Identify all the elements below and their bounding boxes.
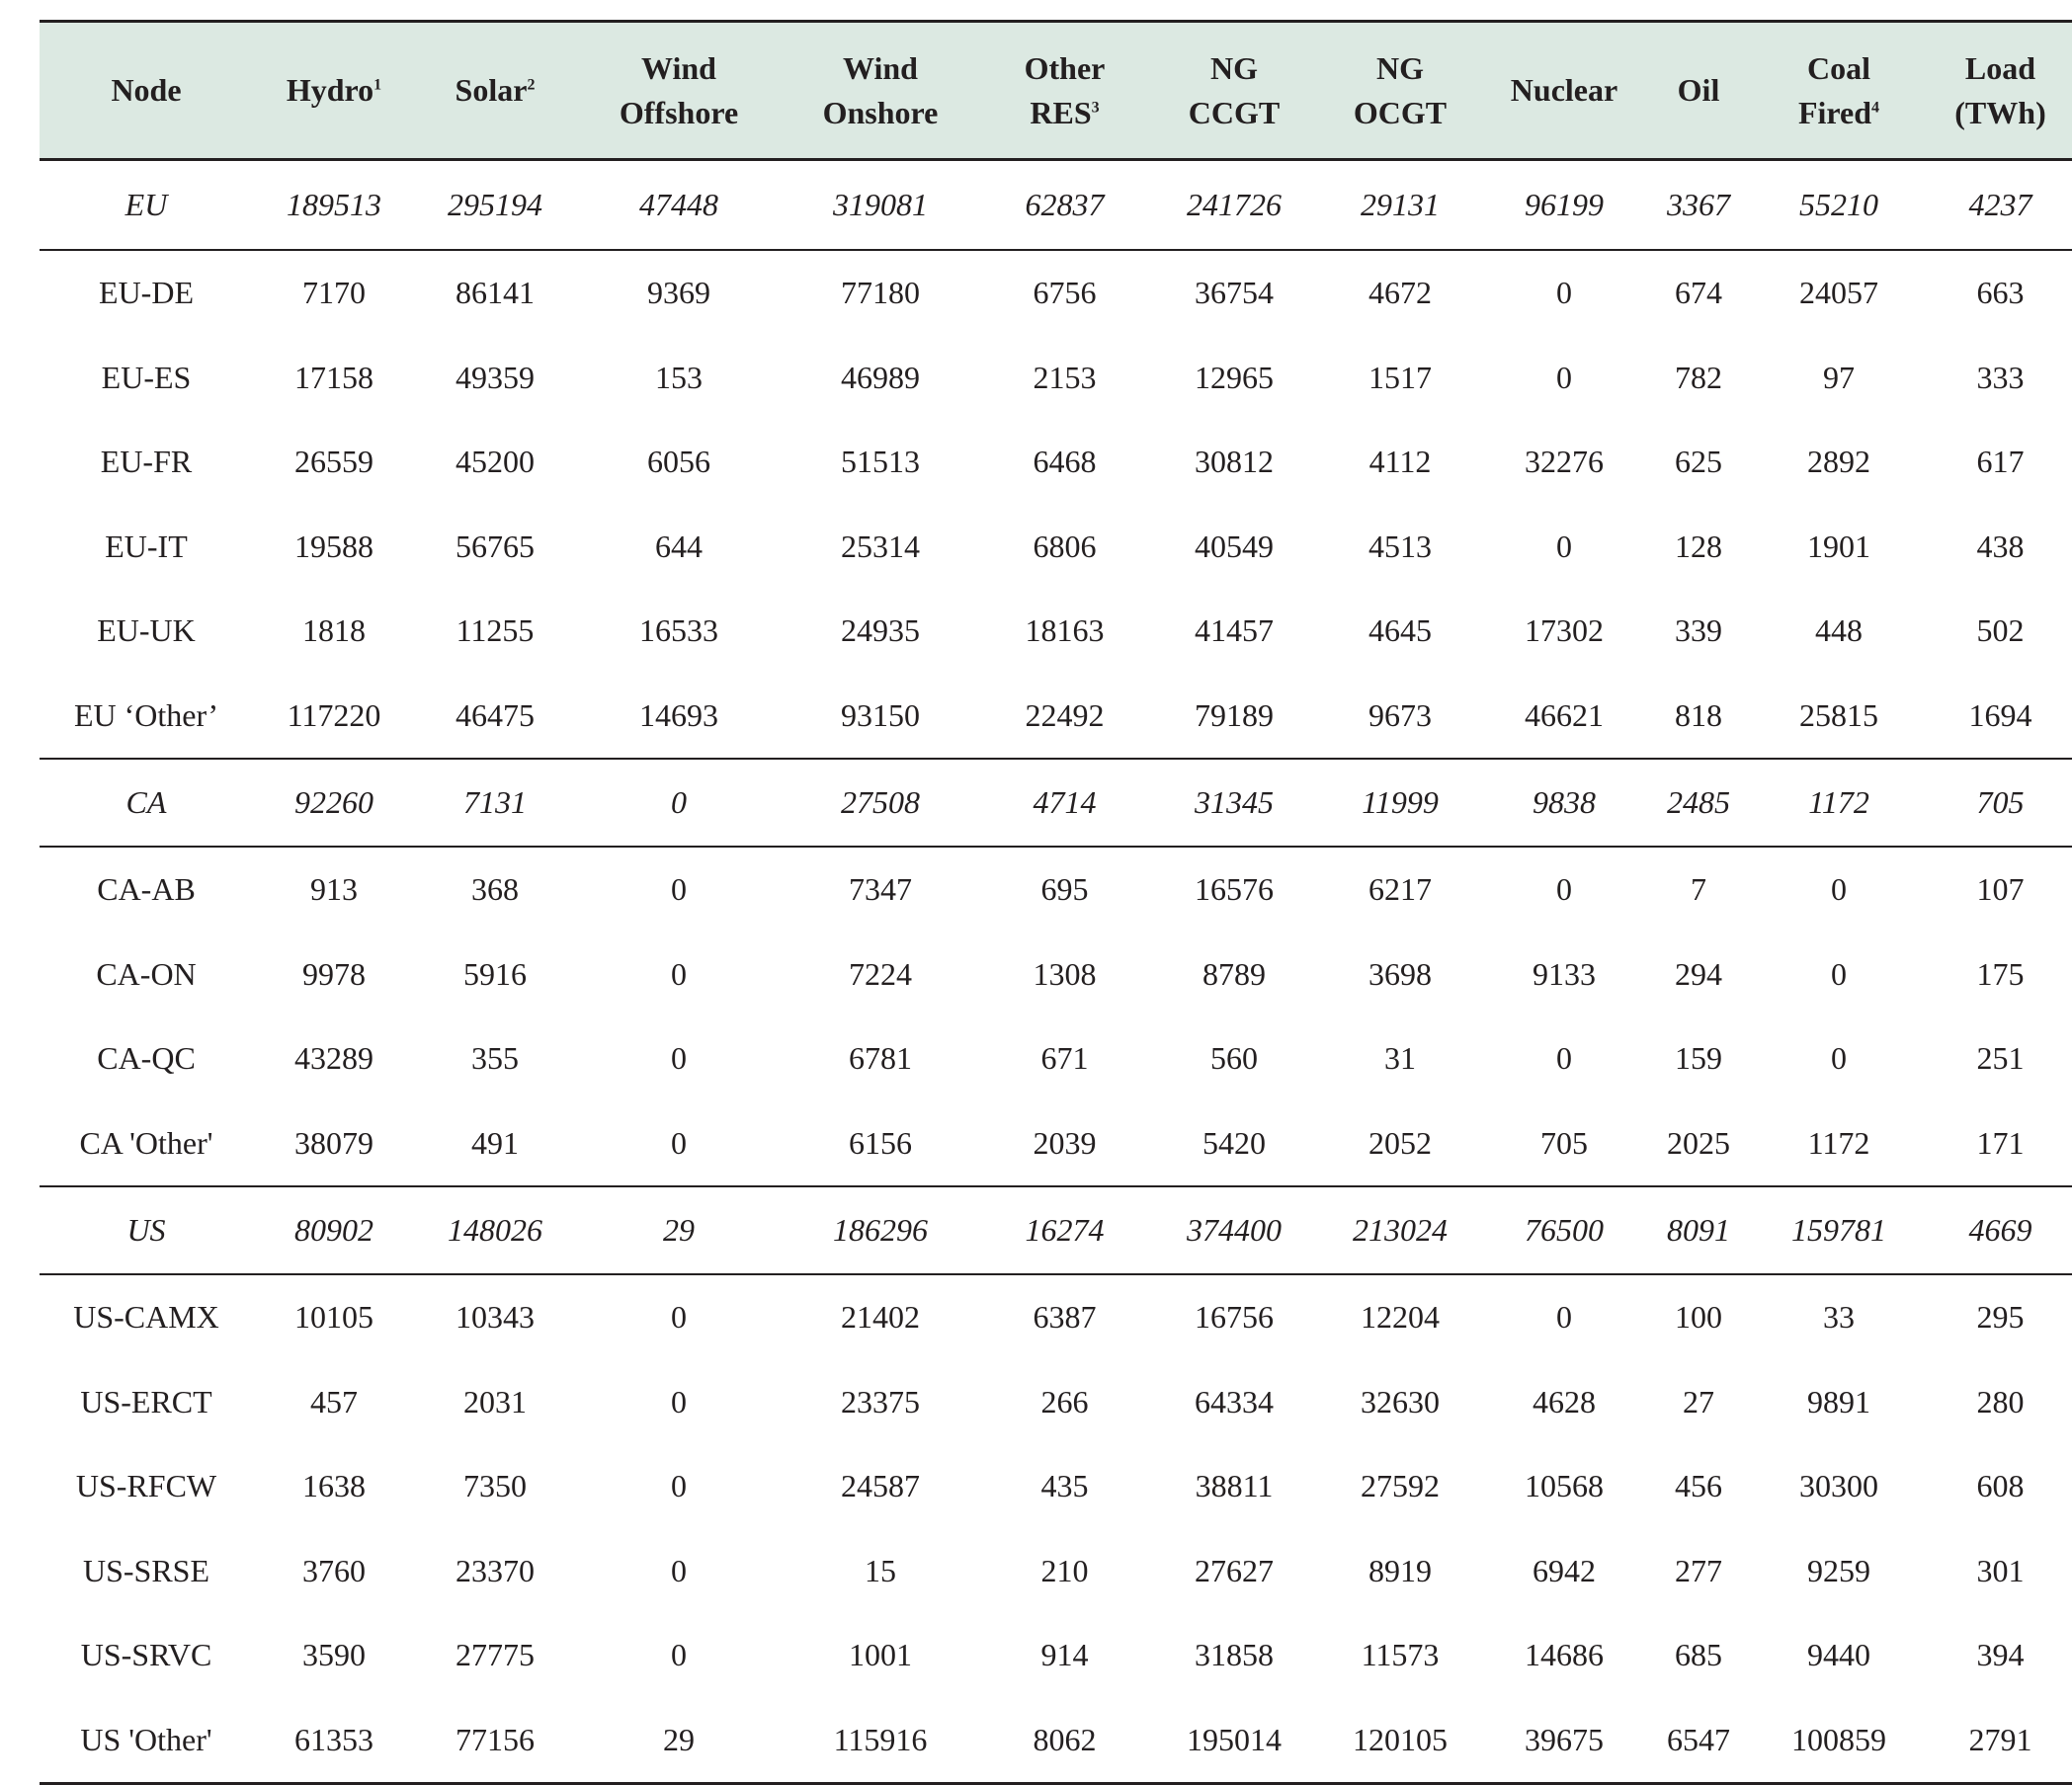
- column-header-line: Fired: [1797, 94, 1872, 130]
- table-cell: 6942: [1533, 1552, 1596, 1588]
- table-cell: 14686: [1525, 1637, 1604, 1673]
- footnote-marker: 2: [527, 76, 536, 94]
- table-cell: 277: [1675, 1552, 1722, 1588]
- table-cell: 4112: [1368, 444, 1432, 480]
- table-cell: 339: [1675, 612, 1722, 649]
- table-cell: 7347: [849, 871, 912, 908]
- region-total-cell: 96199: [1483, 160, 1645, 251]
- table-cell: 0: [671, 1383, 687, 1420]
- table-cell: 27: [1683, 1383, 1714, 1420]
- table-cell: 45200: [456, 444, 535, 480]
- node-name: US-RFCW: [75, 1468, 217, 1504]
- table-cell: 0: [1831, 871, 1847, 908]
- table-cell: 6156: [849, 1124, 912, 1161]
- table-row: [40, 674, 2072, 760]
- table-cell: 16576: [1195, 871, 1274, 908]
- table-cell: 502: [1976, 612, 2025, 649]
- table-cell: 4628: [1533, 1383, 1596, 1420]
- table-cell: 0: [671, 871, 687, 908]
- region-total-cell: 8091: [1645, 1186, 1752, 1274]
- column-header-line: Offshore: [619, 94, 739, 130]
- node-name: CA-QC: [97, 1040, 196, 1077]
- table-cell: 0: [671, 1637, 687, 1673]
- region-total-cell: 4237: [1926, 160, 2072, 251]
- region-total-cell: 55210: [1752, 160, 1926, 251]
- table-cell: 27592: [1361, 1468, 1440, 1504]
- table-cell: 1517: [1368, 359, 1432, 395]
- table-cell: 32630: [1361, 1383, 1440, 1420]
- column-header-line: (TWh): [1954, 94, 2046, 130]
- header-row: [40, 22, 2072, 160]
- table-cell: 0: [671, 955, 687, 992]
- table-cell: 46621: [1525, 696, 1604, 733]
- table-cell: 2039: [1033, 1124, 1097, 1161]
- table-cell: 79189: [1195, 696, 1274, 733]
- column-header-line: Other: [1024, 49, 1106, 86]
- column-header: [1645, 22, 1752, 160]
- region-name: US: [40, 1186, 253, 1274]
- table-cell: 30812: [1195, 444, 1274, 480]
- table-cell: 97: [1823, 359, 1855, 395]
- table-cell: 560: [1210, 1040, 1258, 1077]
- table-cell: 21402: [841, 1299, 920, 1336]
- node-name: CA-ON: [96, 955, 197, 992]
- region-total-cell: 4669: [1926, 1186, 2072, 1274]
- region-total-cell: 31345: [1151, 759, 1317, 847]
- table-cell: 6806: [1033, 527, 1097, 564]
- column-header-line: Hydro: [286, 72, 374, 108]
- table-cell: 29: [575, 1698, 783, 1784]
- table-cell: 18163: [1025, 612, 1105, 649]
- capacity-table: [40, 20, 2072, 1785]
- table-cell: 295: [1976, 1299, 2025, 1336]
- table-header: [40, 22, 2072, 160]
- table-cell: 644: [655, 527, 703, 564]
- table-cell: 6547: [1645, 1698, 1752, 1784]
- column-header-line: Wind: [843, 49, 918, 86]
- table-cell: 9133: [1533, 955, 1596, 992]
- table-cell: 663: [1976, 275, 2025, 311]
- table-row: [40, 420, 2072, 505]
- table-cell: 43289: [294, 1040, 373, 1077]
- column-header-line: Onshore: [822, 94, 939, 130]
- table-cell: 1818: [302, 612, 366, 649]
- column-header-line: Load: [1964, 49, 2036, 86]
- table-cell: 25314: [841, 527, 920, 564]
- table-cell: 23370: [456, 1552, 535, 1588]
- table-cell: 115916: [783, 1698, 978, 1784]
- column-header-line: RES: [1030, 94, 1092, 130]
- table-cell: 280: [1976, 1383, 2025, 1420]
- region-total-cell: 11999: [1317, 759, 1483, 847]
- node-name: CA 'Other': [79, 1124, 213, 1161]
- table-cell: 3590: [302, 1637, 366, 1673]
- column-header: [1752, 22, 1926, 160]
- column-header: [1483, 22, 1645, 160]
- capacity-table-container: [40, 20, 2055, 1785]
- table-cell: 10568: [1525, 1468, 1604, 1504]
- table-cell: 22492: [1025, 696, 1105, 733]
- region-total-cell: 92260: [253, 759, 415, 847]
- table-cell: 914: [1040, 1637, 1089, 1673]
- table-cell: 171: [1976, 1124, 2025, 1161]
- column-header: [978, 22, 1151, 160]
- table-cell: 31: [1384, 1040, 1416, 1077]
- column-header-line: Solar: [455, 72, 528, 108]
- table-cell: 9259: [1807, 1552, 1870, 1588]
- table-cell: 64334: [1195, 1383, 1274, 1420]
- region-total-cell: 27508: [783, 759, 978, 847]
- table-cell: 7350: [463, 1468, 527, 1504]
- column-header: [1926, 22, 2072, 160]
- node-name: EU ‘Other’: [73, 696, 218, 733]
- table-cell: 0: [671, 1468, 687, 1504]
- table-cell: 41457: [1195, 612, 1274, 649]
- table-cell: 368: [471, 871, 519, 908]
- table-cell: 46475: [456, 696, 535, 733]
- region-total-cell: 2485: [1645, 759, 1752, 847]
- table-cell: 333: [1976, 359, 2025, 395]
- region-total-cell: 80902: [253, 1186, 415, 1274]
- table-cell: 0: [1831, 955, 1847, 992]
- column-header-line: Coal: [1807, 49, 1870, 86]
- table-cell: 6781: [849, 1040, 912, 1077]
- region-total-cell: 189513: [253, 160, 415, 251]
- table-cell: 0: [1556, 1299, 1572, 1336]
- table-cell: 93150: [841, 696, 920, 733]
- table-cell: 705: [1540, 1124, 1588, 1161]
- region-total-cell: 7131: [415, 759, 575, 847]
- table-cell: 9369: [647, 275, 710, 311]
- region-total-cell: 319081: [783, 160, 978, 251]
- region-total-cell: 9838: [1483, 759, 1645, 847]
- table-cell: 5420: [1202, 1124, 1266, 1161]
- table-cell: 1638: [302, 1468, 366, 1504]
- table-cell: 394: [1976, 1637, 2025, 1673]
- table-cell: 56765: [456, 527, 535, 564]
- table-cell: 6056: [647, 444, 710, 480]
- table-cell: 4513: [1368, 527, 1432, 564]
- table-cell: 9673: [1368, 696, 1432, 733]
- table-cell: 30300: [1799, 1468, 1878, 1504]
- table-cell: 625: [1675, 444, 1722, 480]
- table-cell: 24587: [841, 1468, 920, 1504]
- table-cell: 100: [1675, 1299, 1722, 1336]
- table-cell: 9891: [1807, 1383, 1870, 1420]
- table-cell: 2892: [1807, 444, 1870, 480]
- column-header: [40, 22, 253, 160]
- table-cell: 24935: [841, 612, 920, 649]
- table-cell: 46989: [841, 359, 920, 395]
- table-cell: 6387: [1033, 1299, 1097, 1336]
- node-name: US-SRVC: [80, 1637, 212, 1673]
- table-cell: 16756: [1195, 1299, 1274, 1336]
- region-total-cell: 705: [1926, 759, 2072, 847]
- table-cell: 2031: [463, 1383, 527, 1420]
- table-cell: 0: [1556, 359, 1572, 395]
- column-header: [1317, 22, 1483, 160]
- region-total-cell: 148026: [415, 1186, 575, 1274]
- table-cell: 695: [1040, 871, 1089, 908]
- table-row: [40, 1698, 2072, 1784]
- table-cell: 0: [1556, 275, 1572, 311]
- table-row: [40, 933, 2072, 1017]
- table-row: [40, 505, 2072, 590]
- column-header-line: Wind: [641, 49, 716, 86]
- table-cell: 438: [1976, 527, 2025, 564]
- table-cell: 0: [671, 1040, 687, 1077]
- table-cell: 210: [1040, 1552, 1089, 1588]
- table-cell: 435: [1040, 1468, 1089, 1504]
- table-cell: 6217: [1368, 871, 1432, 908]
- table-cell: 4672: [1368, 275, 1432, 311]
- table-cell: 195014: [1151, 1698, 1317, 1784]
- table-cell: 0: [671, 1299, 687, 1336]
- table-cell: 25815: [1799, 696, 1878, 733]
- region-total-cell: 295194: [415, 160, 575, 251]
- column-header: [1151, 22, 1317, 160]
- table-cell: 7170: [302, 275, 366, 311]
- table-cell: 266: [1040, 1383, 1089, 1420]
- region-name: CA: [40, 759, 253, 847]
- footnote-marker: 1: [373, 76, 382, 94]
- table-cell: 32276: [1525, 444, 1604, 480]
- column-header: [783, 22, 978, 160]
- table-cell: 3760: [302, 1552, 366, 1588]
- table-cell: 8919: [1368, 1552, 1432, 1588]
- table-cell: 14693: [639, 696, 718, 733]
- column-header: [415, 22, 575, 160]
- table-row: [40, 1613, 2072, 1698]
- table-cell: 818: [1675, 696, 1722, 733]
- table-cell: 24057: [1799, 275, 1878, 311]
- table-cell: 456: [1675, 1468, 1722, 1504]
- table-cell: 107: [1976, 871, 2025, 908]
- column-header-line: OCGT: [1353, 94, 1448, 130]
- table-row: [40, 336, 2072, 421]
- table-cell: 608: [1976, 1468, 2025, 1504]
- table-cell: 12965: [1195, 359, 1274, 395]
- table-cell: 0: [1556, 527, 1572, 564]
- table-row: [40, 1360, 2072, 1445]
- column-header-line: Node: [111, 72, 182, 108]
- table-body: [40, 160, 2072, 1784]
- region-summary-row: [40, 1186, 2072, 1274]
- node-name: EU-ES: [101, 359, 192, 395]
- table-cell: 782: [1675, 359, 1722, 395]
- table-cell: 9440: [1807, 1637, 1870, 1673]
- table-cell: 2025: [1667, 1124, 1730, 1161]
- column-header-line: CCGT: [1188, 94, 1281, 130]
- region-total-cell: 213024: [1317, 1186, 1483, 1274]
- table-cell: 77180: [841, 275, 920, 311]
- table-cell: 0: [671, 1124, 687, 1161]
- table-cell: 8062: [978, 1698, 1151, 1784]
- table-cell: 671: [1040, 1040, 1089, 1077]
- table-cell: 2791: [1926, 1698, 2072, 1784]
- region-name: EU: [40, 160, 253, 251]
- region-summary-row: [40, 160, 2072, 251]
- table-cell: 617: [1976, 444, 2025, 480]
- table-cell: 33: [1823, 1299, 1855, 1336]
- table-cell: 38811: [1195, 1468, 1274, 1504]
- table-cell: 23375: [841, 1383, 920, 1420]
- table-row: [40, 250, 2072, 336]
- region-summary-row: [40, 759, 2072, 847]
- node-name: CA-AB: [97, 871, 196, 908]
- table-cell: 1172: [1807, 1124, 1870, 1161]
- table-cell: 10105: [294, 1299, 373, 1336]
- table-cell: 19588: [294, 527, 373, 564]
- table-cell: 128: [1675, 527, 1722, 564]
- table-cell: 117220: [287, 696, 381, 733]
- region-total-cell: 29: [575, 1186, 783, 1274]
- table-cell: 1001: [849, 1637, 912, 1673]
- node-name: US-CAMX: [73, 1299, 219, 1336]
- table-cell: 4645: [1368, 612, 1432, 649]
- table-cell: 0: [1831, 1040, 1847, 1077]
- table-cell: 301: [1976, 1552, 2025, 1588]
- table-row: [40, 1016, 2072, 1101]
- table-cell: 39675: [1483, 1698, 1645, 1784]
- table-cell: 175: [1976, 955, 2025, 992]
- table-cell: 49359: [456, 359, 535, 395]
- table-row: [40, 1444, 2072, 1529]
- table-cell: 17302: [1525, 612, 1604, 649]
- table-cell: 674: [1675, 275, 1722, 311]
- table-cell: 2153: [1033, 359, 1097, 395]
- region-total-cell: 186296: [783, 1186, 978, 1274]
- table-cell: 159: [1675, 1040, 1722, 1077]
- table-cell: 8789: [1202, 955, 1266, 992]
- table-cell: 51513: [841, 444, 920, 480]
- table-cell: 1694: [1968, 696, 2032, 733]
- table-cell: 7: [1691, 871, 1706, 908]
- region-total-cell: 16274: [978, 1186, 1151, 1274]
- table-cell: 294: [1675, 955, 1722, 992]
- table-cell: 100859: [1752, 1698, 1926, 1784]
- region-total-cell: 1172: [1752, 759, 1926, 847]
- region-total-cell: 374400: [1151, 1186, 1317, 1274]
- region-total-cell: 47448: [575, 160, 783, 251]
- region-total-cell: 29131: [1317, 160, 1483, 251]
- table-cell: 6468: [1033, 444, 1097, 480]
- table-cell: 12204: [1361, 1299, 1440, 1336]
- table-cell: 9978: [302, 955, 366, 992]
- column-header-line: Nuclear: [1510, 72, 1618, 108]
- table-cell: 15: [865, 1552, 896, 1588]
- table-cell: 27775: [456, 1637, 535, 1673]
- table-cell: 5916: [463, 955, 527, 992]
- column-header-line: Oil: [1677, 72, 1720, 108]
- table-cell: 1308: [1033, 955, 1097, 992]
- table-cell: 7224: [849, 955, 912, 992]
- region-total-cell: 3367: [1645, 160, 1752, 251]
- region-total-cell: 0: [575, 759, 783, 847]
- node-name: EU-DE: [99, 275, 194, 311]
- table-row: [40, 847, 2072, 933]
- table-cell: 3698: [1368, 955, 1432, 992]
- table-row: [40, 589, 2072, 674]
- region-total-cell: 76500: [1483, 1186, 1645, 1274]
- table-cell: 0: [671, 1552, 687, 1588]
- table-row: [40, 1529, 2072, 1614]
- table-cell: 251: [1976, 1040, 2025, 1077]
- table-cell: 0: [1556, 871, 1572, 908]
- table-row: [40, 1274, 2072, 1360]
- region-total-cell: 159781: [1752, 1186, 1926, 1274]
- table-cell: 86141: [456, 275, 535, 311]
- node-name: EU-UK: [97, 612, 196, 649]
- node-name: EU-IT: [105, 527, 188, 564]
- table-cell: 457: [310, 1383, 358, 1420]
- node-name: US-ERCT: [80, 1383, 212, 1420]
- column-header: [253, 22, 415, 160]
- table-cell: 491: [471, 1124, 519, 1161]
- node-name: EU-FR: [100, 444, 193, 480]
- node-name: US 'Other': [40, 1698, 253, 1784]
- region-total-cell: 62837: [978, 160, 1151, 251]
- table-row: [40, 1101, 2072, 1187]
- table-cell: 40549: [1195, 527, 1274, 564]
- table-cell: 10343: [456, 1299, 535, 1336]
- table-cell: 685: [1675, 1637, 1722, 1673]
- table-cell: 31858: [1195, 1637, 1274, 1673]
- table-cell: 355: [471, 1040, 519, 1077]
- table-cell: 913: [310, 871, 358, 908]
- node-name: US-SRSE: [82, 1552, 210, 1588]
- footnote-marker: 4: [1871, 98, 1880, 116]
- table-cell: 16533: [639, 612, 718, 649]
- column-header: [575, 22, 783, 160]
- table-cell: 26559: [294, 444, 373, 480]
- table-cell: 1901: [1807, 527, 1870, 564]
- table-cell: 2052: [1368, 1124, 1432, 1161]
- table-cell: 17158: [294, 359, 373, 395]
- table-cell: 27627: [1195, 1552, 1274, 1588]
- table-cell: 36754: [1195, 275, 1274, 311]
- footnote-marker: 3: [1091, 98, 1100, 116]
- table-cell: 61353: [253, 1698, 415, 1784]
- table-cell: 6756: [1033, 275, 1097, 311]
- table-cell: 11573: [1361, 1637, 1440, 1673]
- table-cell: 11255: [456, 612, 535, 649]
- table-cell: 120105: [1317, 1698, 1483, 1784]
- table-cell: 0: [1556, 1040, 1572, 1077]
- region-total-cell: 4714: [978, 759, 1151, 847]
- column-header-line: NG: [1210, 49, 1258, 86]
- column-header-line: NG: [1376, 49, 1424, 86]
- table-cell: 153: [655, 359, 703, 395]
- table-cell: 77156: [415, 1698, 575, 1784]
- table-cell: 448: [1815, 612, 1863, 649]
- region-total-cell: 241726: [1151, 160, 1317, 251]
- table-cell: 38079: [294, 1124, 373, 1161]
